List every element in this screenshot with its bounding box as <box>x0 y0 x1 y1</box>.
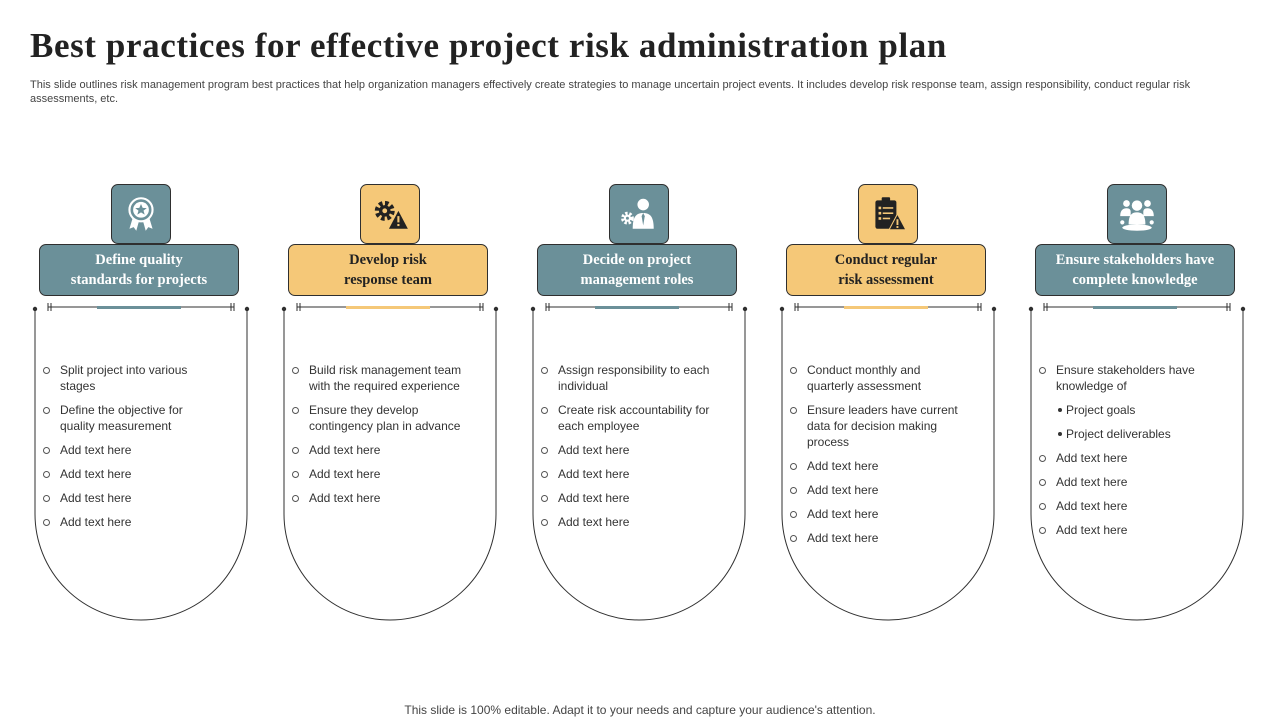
accent-line <box>595 306 679 309</box>
list-item: Add text here <box>291 466 463 482</box>
list-item: Add text here <box>1038 498 1210 514</box>
practice-card-roles <box>530 184 748 624</box>
sub-list-item: Project goals <box>1038 402 1210 418</box>
practice-card-assessment <box>779 184 997 624</box>
card-heading: Ensure stakeholders have complete knowledge <box>1035 244 1235 296</box>
team-group-icon <box>1107 184 1167 244</box>
list-item: Add text here <box>42 442 214 458</box>
gear-warning-icon <box>360 184 420 244</box>
practice-card-response-team <box>281 184 499 624</box>
list-item: Add text here <box>789 482 961 498</box>
list-item: Assign responsibility to each individual <box>540 362 712 394</box>
award-badge-icon <box>111 184 171 244</box>
sub-list-item: Project deliverables <box>1038 426 1210 442</box>
card-heading: Conduct regular risk assessment <box>786 244 986 296</box>
list-item: Ensure stakeholders have knowledge of <box>1038 362 1210 394</box>
manager-gear-icon <box>609 184 669 244</box>
footer-note: This slide is 100% editable. Adapt it to your needs and capture your audience's attention. <box>404 703 876 717</box>
list-item: Conduct monthly and quarterly assessment <box>789 362 961 394</box>
card-item-list <box>540 362 712 538</box>
list-item: Ensure they develop contingency plan in advance <box>291 402 463 434</box>
card-heading: Develop risk response team <box>288 244 488 296</box>
practice-card-quality <box>32 184 250 624</box>
list-item: Add text here <box>789 530 961 546</box>
list-item: Add text here <box>540 514 712 530</box>
list-item: Ensure leaders have current data for decision making process <box>789 402 961 450</box>
practice-card-stakeholders <box>1028 184 1246 624</box>
list-item: Add text here <box>540 466 712 482</box>
clipboard-warning-icon <box>858 184 918 244</box>
list-item: Add text here <box>540 442 712 458</box>
list-item: Add text here <box>291 490 463 506</box>
accent-line <box>346 306 430 309</box>
list-item: Build risk management team with the required experience <box>291 362 463 394</box>
list-item: Define the objective for quality measurement <box>42 402 214 434</box>
card-item-list <box>42 362 214 538</box>
card-heading: Decide on project management roles <box>537 244 737 296</box>
list-item: Add text here <box>789 458 961 474</box>
accent-line <box>97 306 181 309</box>
page-title: Best practices for effective project risk administration plan <box>30 26 947 65</box>
list-item: Add text here <box>1038 522 1210 538</box>
page-subtitle: This slide outlines risk management program best practices that help organization managers effectively create strategies to manage uncertain project events. It includes develop risk response team, assign responsibility, conduct regular risk assessments, etc. <box>30 79 1191 105</box>
list-item: Add text here <box>291 442 463 458</box>
card-heading: Define quality standards for projects <box>39 244 239 296</box>
list-item: Create risk accountability for each employee <box>540 402 712 434</box>
list-item: Add text here <box>1038 450 1210 466</box>
list-item: Add test here <box>42 490 214 506</box>
list-item: Add text here <box>42 466 214 482</box>
accent-line <box>844 306 928 309</box>
accent-line <box>1093 306 1177 309</box>
list-item: Add text here <box>540 490 712 506</box>
list-item: Add text here <box>1038 474 1210 490</box>
card-item-list <box>1038 362 1210 546</box>
list-item: Split project into various stages <box>42 362 214 394</box>
card-item-list <box>291 362 463 514</box>
card-item-list <box>789 362 961 554</box>
list-item: Add text here <box>789 506 961 522</box>
list-item: Add text here <box>42 514 214 530</box>
